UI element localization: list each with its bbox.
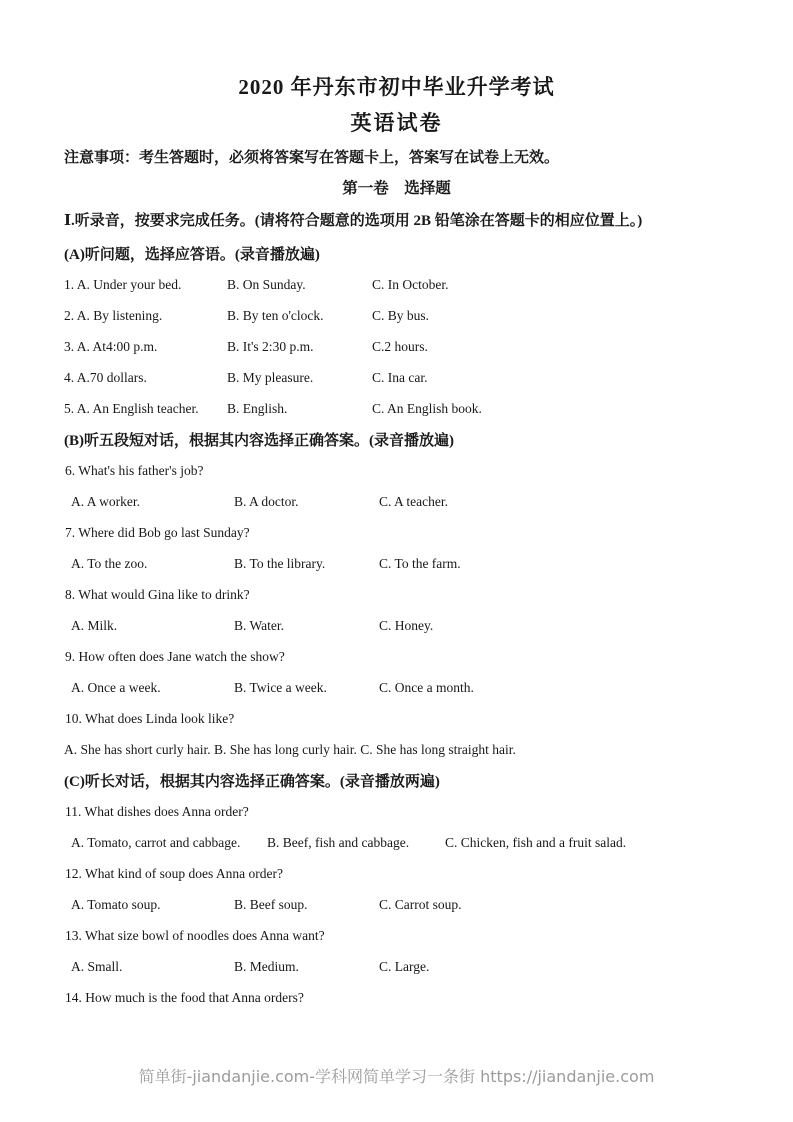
question-6-options	[64, 486, 729, 517]
option-c: C. Carrot soup.	[379, 896, 462, 912]
option-c: C. An English book.	[372, 400, 482, 416]
question-7-options	[64, 548, 729, 579]
option-b: B. Medium.	[234, 958, 299, 974]
option-a: 1. A. Under your bed.	[64, 276, 182, 292]
question-10-options: A. She has short curly hair. B. She has long curly hair. C. She has long straight hair.	[64, 741, 516, 757]
option-a: A. A worker.	[71, 493, 140, 509]
section-a-heading: (A)听问题，选择应答语。(录音播放遍)	[64, 247, 320, 263]
option-a: A. To the zoo.	[71, 555, 148, 571]
option-b: B. My pleasure.	[227, 369, 314, 385]
option-b: B. To the library.	[234, 555, 326, 571]
option-b: B. On Sunday.	[227, 276, 306, 292]
notice-text: 注意事项：考生答题时，必须将答案写在答题卡上，答案写在试卷上无效。	[64, 150, 560, 166]
option-c: C. In October.	[372, 276, 449, 292]
paper-subject-title: 英语试卷	[350, 111, 443, 135]
option-a: 5. A. An English teacher.	[64, 400, 199, 416]
volume-title: 第一卷 选择题	[342, 180, 451, 197]
option-a: A. Milk.	[71, 617, 118, 633]
question-9-text: 9. How often does Jane watch the show?	[65, 648, 285, 664]
option-c: C. Honey.	[379, 617, 434, 633]
exam-title: 2020 年丹东市初中毕业升学考试	[238, 75, 555, 99]
question-7-text: 7. Where did Bob go last Sunday?	[65, 524, 250, 540]
option-c: C. Large.	[379, 958, 430, 974]
question-12-text: 12. What kind of soup does Anna order?	[65, 865, 283, 881]
question-3-options	[64, 331, 729, 362]
option-b: B. English.	[227, 400, 288, 416]
question-11-options	[64, 827, 729, 858]
option-c: C. A teacher.	[379, 493, 448, 509]
option-a: A. Tomato soup.	[71, 896, 161, 912]
section-c-heading: (C)听长对话，根据其内容选择正确答案。(录音播放两遍)	[64, 774, 440, 790]
option-c: C. Once a month.	[379, 679, 474, 695]
question-14-text: 14. How much is the food that Anna orders?	[65, 989, 304, 1005]
option-c: C. Ina car.	[372, 369, 428, 385]
question-8-text: 8. What would Gina like to drink?	[65, 586, 250, 602]
question-5-options	[64, 393, 729, 424]
question-12-options	[64, 889, 729, 920]
option-b: B. Water.	[234, 617, 285, 633]
option-c: C. By bus.	[372, 307, 430, 323]
question-13-text: 13. What size bowl of noodles does Anna want?	[65, 927, 325, 943]
option-b: B. It's 2:30 p.m.	[227, 338, 314, 354]
option-b: B. Twice a week.	[234, 679, 327, 695]
question-6-text: 6. What's his father's job?	[65, 462, 204, 478]
option-b: B. A doctor.	[234, 493, 299, 509]
footer-watermark: 简单街-jiandanjie.com-学科网简单学习一条街 https://jiandanjie.com	[138, 1067, 655, 1086]
option-c: C.2 hours.	[372, 338, 428, 354]
question-8-options	[64, 610, 729, 641]
question-13-options	[64, 951, 729, 982]
option-a: 4. A.70 dollars.	[64, 369, 147, 385]
option-c: C. Chicken, fish and a fruit salad.	[445, 834, 627, 850]
question-list	[64, 238, 729, 1013]
option-a: A. Small.	[71, 958, 123, 974]
question-2-options	[64, 300, 729, 331]
question-9-options	[64, 672, 729, 703]
section-b-heading: (B)听五段短对话，根据其内容选择正确答案。(录音播放遍)	[64, 433, 454, 449]
option-b: B. Beef soup.	[234, 896, 308, 912]
option-a: 2. A. By listening.	[64, 307, 163, 323]
part1-instruction: Ⅰ.听录音，按要求完成任务。(请将符合题意的选项用 2B 铅笔涂在答题卡的相应位置上。)	[64, 213, 643, 229]
option-a: 3. A. At4:00 p.m.	[64, 338, 158, 354]
option-a: A. Tomato, carrot and cabbage.	[71, 834, 241, 850]
question-10-text: 10. What does Linda look like?	[65, 710, 235, 726]
option-c: C. To the farm.	[379, 555, 461, 571]
question-4-options	[64, 362, 729, 393]
question-1-options	[64, 269, 729, 300]
option-b: B. Beef, fish and cabbage.	[267, 834, 410, 850]
option-b: B. By ten o'clock.	[227, 307, 324, 323]
question-11-text: 11. What dishes does Anna order?	[65, 803, 249, 819]
option-a: A. Once a week.	[71, 679, 161, 695]
